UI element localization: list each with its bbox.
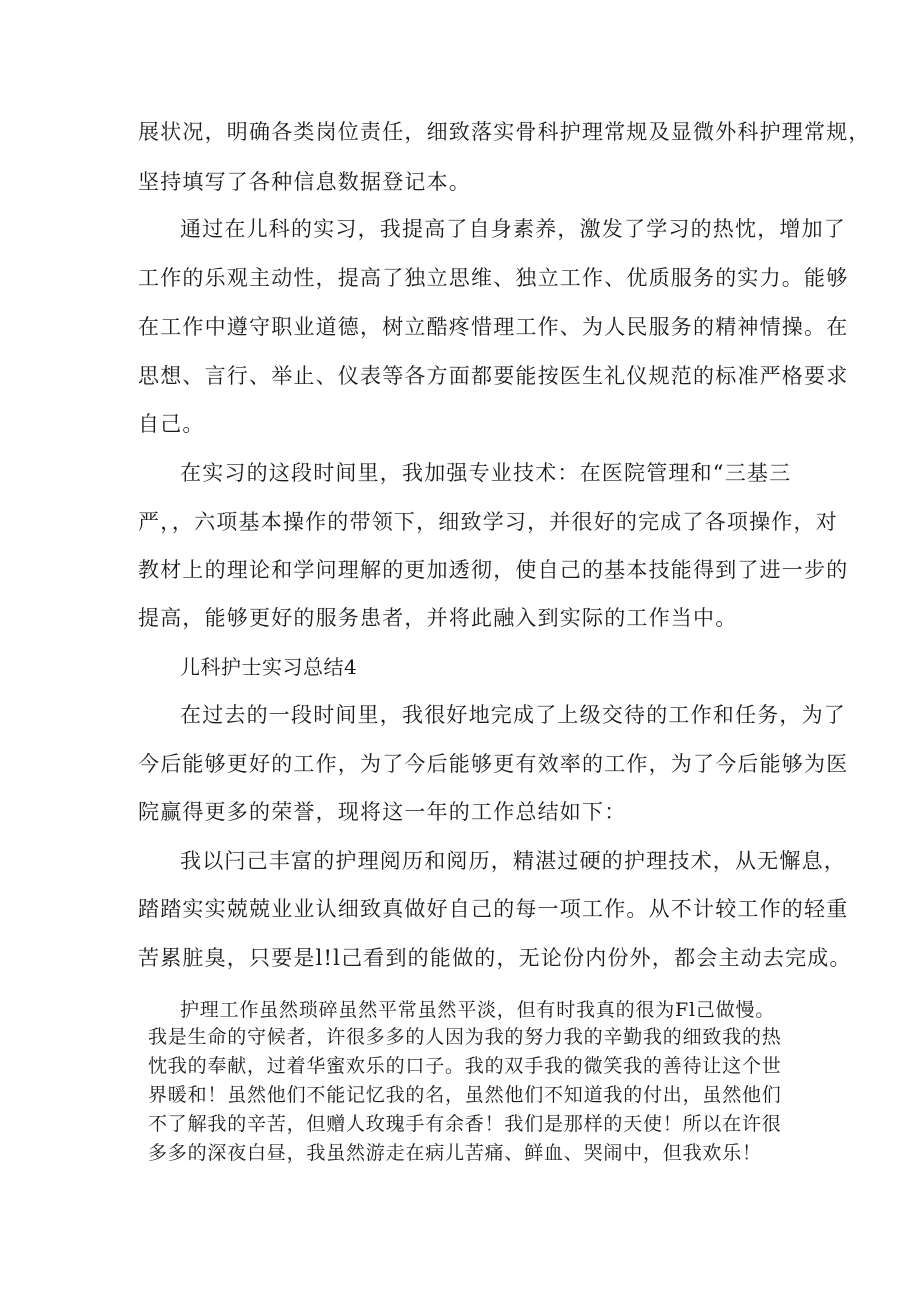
paragraph-line: 院赢得更多的荣誉，现将这一年的工作总结如下： bbox=[138, 800, 627, 824]
paragraph-line: 踏踏实实兢兢业业认细致真做好自己的每一项工作。从不计较工作的轻重 bbox=[138, 897, 849, 921]
paragraph-line: 在实习的这段时间里，我加强专业技术：在医院管理和“三基三 bbox=[180, 461, 792, 485]
paragraph-line: 我以闩己丰富的护理阅历和阅历，精湛过硬的护理技术，从无懈息， bbox=[180, 849, 846, 873]
paragraph-line: 自己。 bbox=[138, 412, 205, 436]
paragraph-line: 严，，六项基本操作的带领下，细致学习，并很好的完成了各项操作，对 bbox=[138, 510, 838, 534]
paragraph-line: 展状况，明确各类岗位责任，细致落实骨科护理常规及显微外科护理常规， bbox=[138, 120, 871, 144]
paragraph-line: 在过去的一段时间里，我很好地完成了上级交待的工作和任务，为了 bbox=[180, 703, 846, 727]
paragraph-line: 教材上的理论和学问理解的更加透彻，使自己的基本技能得到了进一步的 bbox=[138, 558, 849, 582]
paragraph-line: 思想、言行、举止、仪表等各方面都要能按医生礼仪规范的标准严格要求 bbox=[138, 364, 849, 388]
paragraph-line: 工作的乐观主动性，提高了独立思维、独立工作、优质服务的实力。能够 bbox=[138, 266, 849, 290]
paragraph-line: 提高，能够更好的服务患者，并将此融入到实际的工作当中。 bbox=[138, 606, 738, 630]
paragraph-line: 在工作中遵守职业道德，树立酷疼惜理工作、为人民服务的精神情操。在 bbox=[138, 315, 849, 339]
paragraph-line: 多多的深夜白昼，我虽然游走在病儿苦痛、鲜血、哭闹中，但我欢乐！ bbox=[148, 1142, 762, 1164]
paragraph-line: 护理工作虽然琐碎虽然平常虽然平淡，但有时我真的很为Fl己做慢。 bbox=[180, 999, 776, 1021]
paragraph-line: 坚持填写了各种信息数据登记本。 bbox=[138, 170, 471, 194]
paragraph-line: 忱我的奉献，过着华蜜欢乐的口子。我的双手我的微笑我的善待让这个世 bbox=[148, 1055, 782, 1077]
paragraph-line: 通过在儿科的实习，我提高了自身素养，激发了学习的热忱，增加了 bbox=[180, 217, 846, 241]
paragraph-line: 苦累脏臭，只要是l!l己看到的能做的，无论份内份外，都会主动去完成。 bbox=[138, 946, 852, 970]
section-heading: 儿科护士实习总结4 bbox=[180, 655, 358, 679]
paragraph-line: 不了解我的辛苦，但赠人玫瑰手有余香！我们是那样的天使！所以在许很 bbox=[148, 1113, 782, 1135]
paragraph-line: 我是生命的守候者，许很多多的人因为我的努力我的辛勤我的细致我的热 bbox=[148, 1026, 782, 1048]
paragraph-line: 界暖和！虽然他们不能记忆我的名，虽然他们不知道我的付出，虽然他们 bbox=[148, 1084, 782, 1106]
paragraph-line: 今后能够更好的工作，为了今后能够更有效率的工作，为了今后能够为医 bbox=[138, 752, 849, 776]
